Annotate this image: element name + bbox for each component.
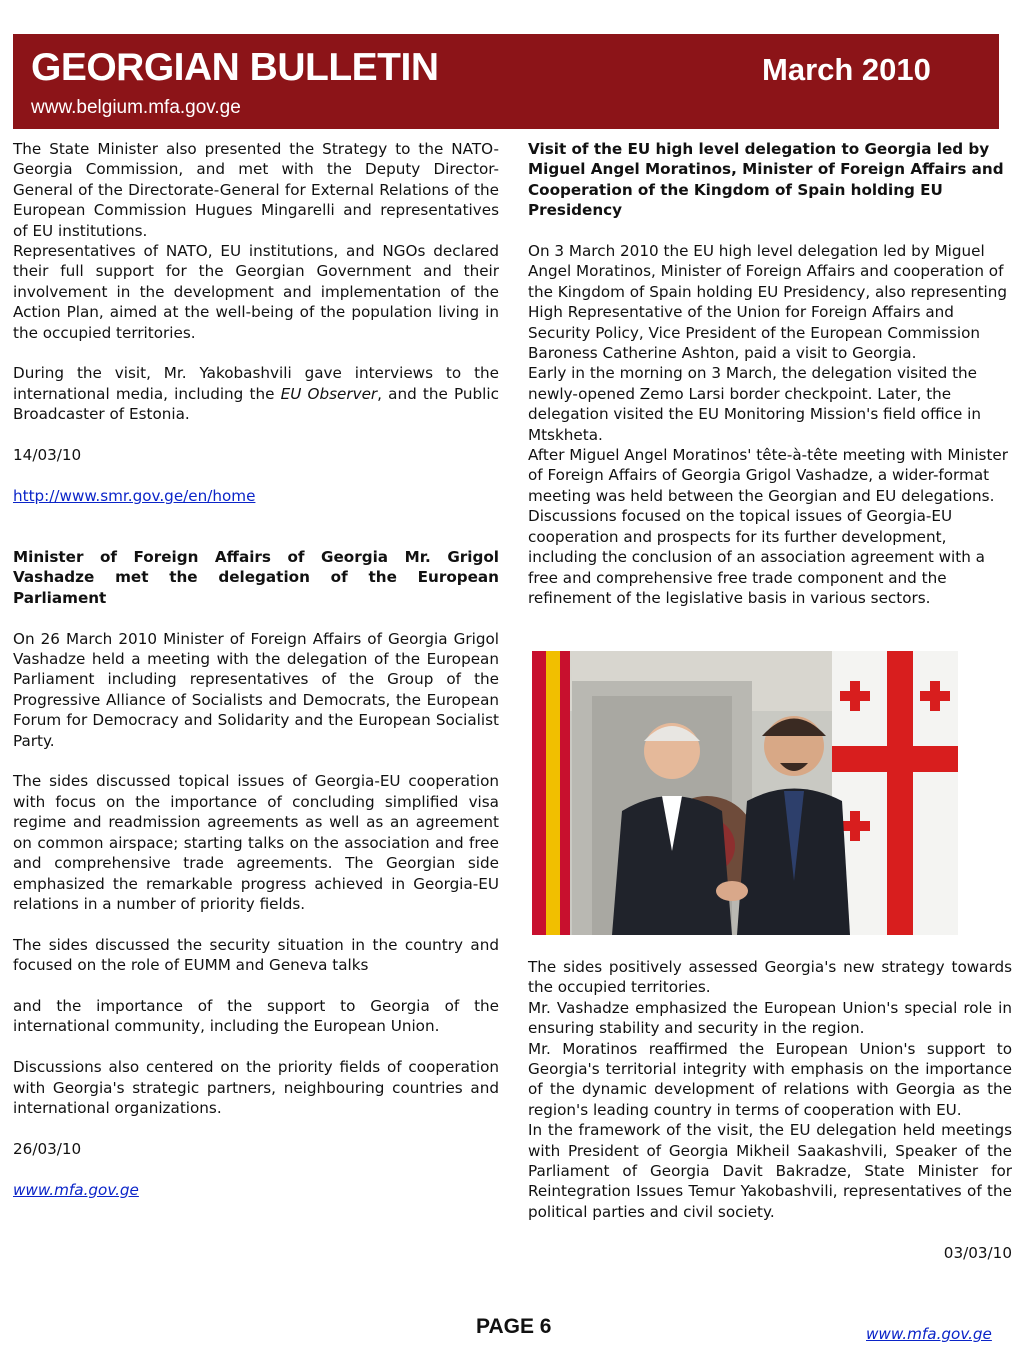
left-paragraph-3-part1: During the visit, Mr. Yakobashvili gave interviews to the international media, including the [13, 364, 499, 403]
eu-observer-name: EU Observer [280, 384, 378, 403]
footer-mfa-link[interactable]: www.mfa.gov.ge [866, 1325, 992, 1343]
left-paragraph-2: Representatives of NATO, EU institutions, and NGOs declared their full support for the Georgian Government and their involvement in the development and implementation of the Action Plan, aimed at the well-being of the population living in the occupied territories. [13, 242, 499, 342]
bulletin-url: www.belgium.mfa.gov.ge [31, 97, 241, 118]
right-paragraph-7: In the framework of the visit, the EU delegation held meetings with President of Georgia Mikheil Saakashvili, Speaker of the Parliament of Georgia Davit Bakradze, State Minister for Reintegration Issues Temur Yakobashvili, representatives of the political parties and civil society. [528, 1121, 1012, 1221]
left-paragraph-3-part2: , and the Public Broadcaster of Estonia. [13, 384, 499, 424]
article-heading-vashadze: Minister of Foreign Affairs of Georgia Mr. Grigol Vashadze met the delegation of the European Parliament [13, 548, 499, 607]
mfa-link[interactable]: www.mfa.gov.ge [13, 1180, 139, 1199]
left-paragraph-8: Discussions also centered on the priority fields of cooperation with Georgia's strategic partners, neighbouring countries and international organizations. [13, 1058, 499, 1117]
right-paragraph-4: The sides positively assessed Georgia's new strategy towards the occupied territories. [528, 958, 1012, 997]
right-paragraph-5: Mr. Vashadze emphasized the European Union's special role in ensuring stability and security in the region. [528, 998, 1012, 1038]
article-heading-eu-visit: Visit of the EU high level delegation to Georgia led by Miguel Angel Moratinos, Minister of Foreign Affairs and Cooperation of the Kingdom of Spain holding EU Presidency [528, 140, 1004, 220]
left-column [13, 139, 499, 1200]
bulletin-date: March 2010 [762, 52, 931, 87]
right-paragraph-6: Mr. Moratinos reaffirmed the European Union's support to Georgia's territorial integrity with emphasis on the importance of the dynamic development of relations with Georgia as the region's leading country in terms of cooperation with EU. [528, 1039, 1012, 1119]
left-paragraph-1: The State Minister also presented the Strategy to the NATO-Georgia Commission, and met with the Deputy Director-General of the Directorate-General for External Relations of the European Commission Hugues Mingarelli and representatives of EU institutions. [13, 140, 499, 240]
article-date-2: 26/03/10 [13, 1139, 82, 1158]
right-paragraph-1: On 3 March 2010 the EU high level delegation led by Miguel Angel Moratinos, Minister of Foreign Affairs and cooperation of the Kingdom of Spain holding EU Presidency, also representing High Representative of the Union for Foreign Affairs and Security Policy, Vice President of the European Commission Baroness Catherine Ashton, paid a visit to Georgia. [528, 242, 1008, 363]
bulletin-header [13, 34, 999, 129]
left-paragraph-5: The sides discussed topical issues of Georgia-EU cooperation with focus on the importance of concluding simplified visa regime and readmission agreements as well as an agreement on common airspace; starting talks on the association and free and comprehensive trade agreements. The Georgian side emphasized the remarkable progress achieved in Georgia-EU relations in a number of priority fields. [13, 772, 499, 913]
page-number: PAGE 6 [476, 1315, 552, 1338]
left-paragraph-4: On 26 March 2010 Minister of Foreign Affairs of Georgia Grigol Vashadze held a meeting with the delegation of the European Parliament including representatives of the Group of the Progressive Alliance of Socialists and Democrats, the European Forum for Democracy and Solidarity and the European Socialist Party. [13, 629, 499, 750]
article-date-3: 03/03/10 [943, 1243, 1012, 1262]
right-paragraph-2: Early in the morning on 3 March, the delegation visited the newly-opened Zemo Larsi border checkpoint. Later, the delegation visited the EU Monitoring Mission's field office in Mtskheta. [528, 364, 981, 444]
left-paragraph-7: and the importance of the support to Georgia of the international community, including the European Union. [13, 996, 499, 1036]
article-date-1: 14/03/10 [13, 446, 82, 465]
bulletin-title: GEORGIAN BULLETIN [31, 46, 439, 89]
handshake-photo [532, 651, 958, 935]
left-paragraph-3 [13, 363, 499, 424]
right-paragraph-3: After Miguel Angel Moratinos' tête-à-tête meeting with Minister of Foreign Affairs of Georgia Grigol Vashadze, a wider-format meeting was held between the Georgian and EU delegations. Discussions focused on the topical issues of Georgia-EU cooperation and prospects for its further development, including the conclusion of an association agreement with a free and comprehensive free trade component and the refinement of the legislative basis in various sectors. [528, 446, 1008, 607]
smr-link[interactable]: http://www.smr.gov.ge/en/home [13, 486, 256, 505]
right-column-bottom [528, 957, 1012, 1263]
right-column-top [528, 139, 1012, 608]
left-paragraph-6: The sides discussed the security situation in the country and focused on the role of EUMM and Geneva talks [13, 935, 499, 975]
